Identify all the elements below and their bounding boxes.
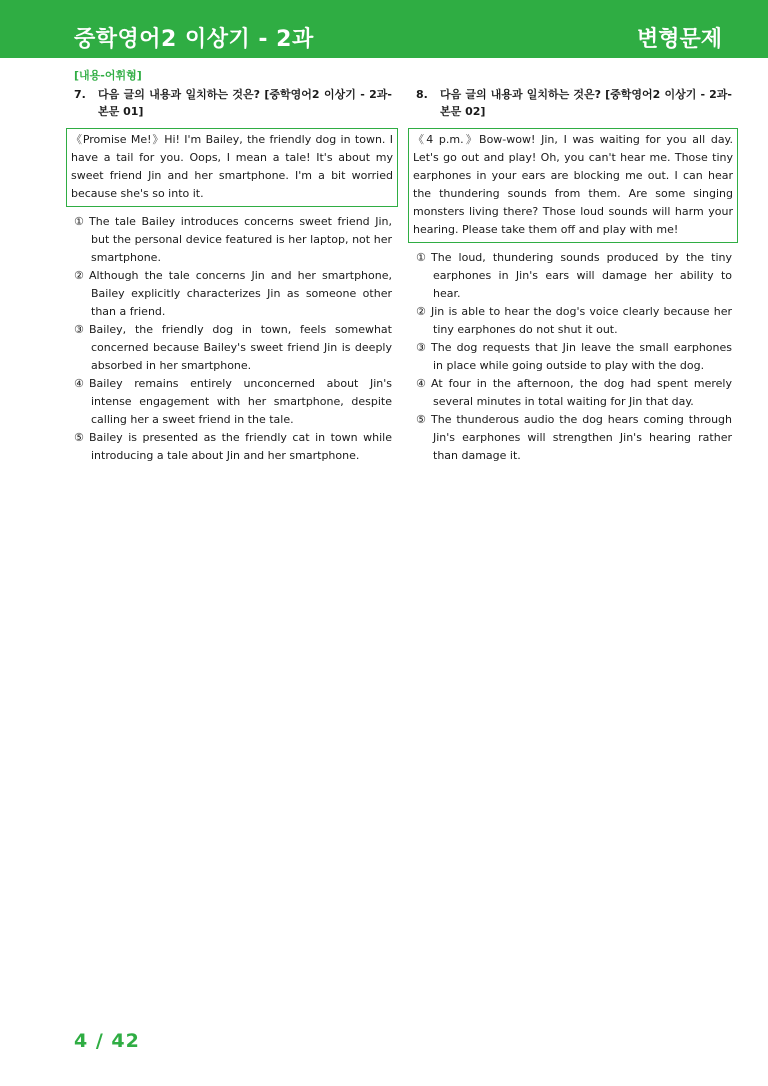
question-8 [413,86,733,465]
option-text: Bailey remains entirely unconcerned about Jin's intense engagement with her smartphone, despite calling her a sweet friend in the tale. [89,377,392,426]
answer-option [74,375,392,429]
answer-options [74,213,392,465]
option-mark: ① [416,251,426,264]
answer-option [416,249,732,303]
option-mark: ② [416,305,426,318]
option-mark: ③ [416,341,426,354]
document-title: 중학영어2 이상기 - 2과 [74,27,314,52]
answer-option [416,339,732,375]
question-header [74,86,392,120]
option-text: The loud, thundering sounds produced by the tiny earphones in Jin's ears will damage her ability to hear. [431,251,732,300]
answer-option [74,429,392,465]
answer-option [416,303,732,339]
question-number: 7. [74,88,86,101]
question-prompt: 다음 글의 내용과 일치하는 것은? [중학영어2 이상기 - 2과-본문 01] [98,88,392,118]
option-text: Jin is able to hear the dog's voice clearly because her tiny earphones do not shut it out. [431,305,732,336]
answer-option [74,213,392,267]
answer-options [416,249,732,465]
option-mark: ⑤ [74,431,84,444]
option-mark: ④ [416,377,426,390]
option-text: Although the tale concerns Jin and her smartphone, Bailey explicitly characterizes Jin as someone other than a friend. [89,269,392,318]
answer-option [416,375,732,411]
section-label: 변형문제 [636,27,722,52]
answer-option [74,321,392,375]
option-mark: ① [74,215,84,228]
passage-box: 《Promise Me!》Hi! I'm Bailey, the friendly dog in town. I have a tail for you. Oops, I mean a tale! It's about my sweet friend Jin and her smartphone. I'm a bit worried because she's so into it. [66,128,398,207]
question-7 [71,86,393,465]
page-number: 4 / 42 [74,1030,140,1052]
option-mark: ② [74,269,84,282]
passage-box: 《4 p.m.》Bow-wow! Jin, I was waiting for you all day. Let's go out and play! Oh, you can't hear me. Those tiny earphones in your ears are blocking me out. I can hear the thundering sounds from them. Are some singing monsters living there? Those loud sounds will harm your hearing. Please take them off and play with me! [408,128,738,243]
option-text: The tale Bailey introduces concerns sweet friend Jin, but the personal device featured is her laptop, not her smartphone. [89,215,392,264]
option-mark: ④ [74,377,84,390]
option-text: The thunderous audio the dog hears coming through Jin's earphones will strengthen Jin's hearing rather than damage it. [431,413,732,462]
question-prompt: 다음 글의 내용과 일치하는 것은? [중학영어2 이상기 - 2과-본문 02] [440,88,732,118]
question-header [416,86,732,120]
option-text: The dog requests that Jin leave the small earphones in place while going outside to play with the dog. [431,341,732,372]
page-header [0,0,768,58]
option-mark: ⑤ [416,413,426,426]
answer-option [416,411,732,465]
option-text: Bailey is presented as the friendly cat in town while introducing a tale about Jin and her smartphone. [89,431,392,462]
question-category: [내용-어휘형] [74,69,142,82]
option-text: Bailey, the friendly dog in town, feels somewhat concerned because Bailey's sweet friend Jin is deeply absorbed in her smartphone. [89,323,392,372]
option-text: At four in the afternoon, the dog had spent merely several minutes in total waiting for Jin that day. [431,377,732,408]
option-mark: ③ [74,323,84,336]
question-number: 8. [416,88,428,101]
answer-option [74,267,392,321]
